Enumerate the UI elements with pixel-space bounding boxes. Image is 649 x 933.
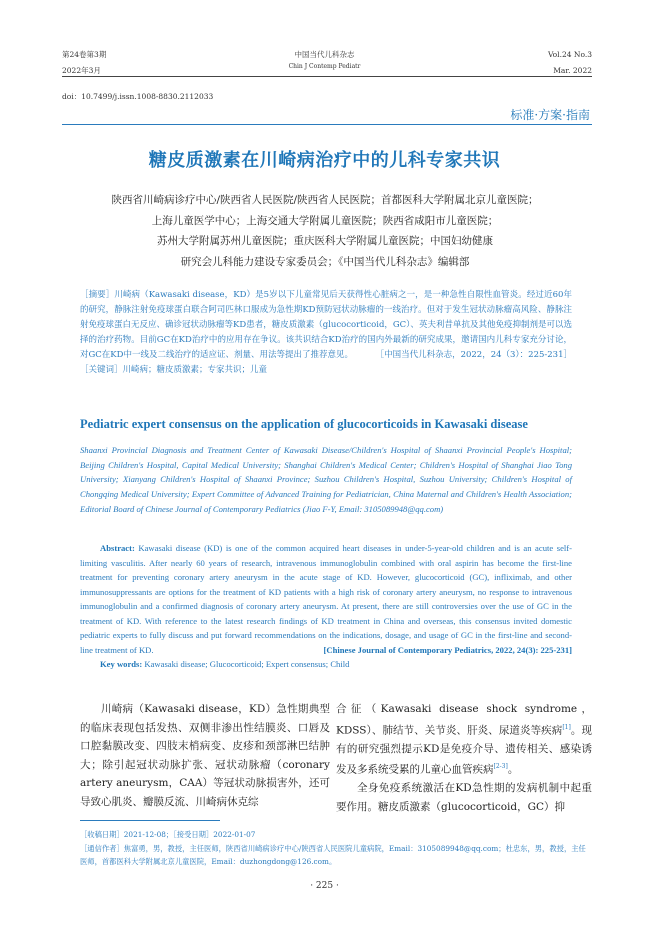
footnote-corresponding: ［通信作者］焦富勇，男，教授，主任医师，陕西省川崎病诊疗中心/陕西省人民医院儿童病院，Email：3105089948@qq.com；杜忠东，男，教授，主任医师，首都医科大学附属北京儿童医院，Email：duzhongdong@126.com。 <box>80 843 586 866</box>
keywords-cn-label: ［关键词］ <box>80 365 123 375</box>
english-title: Pediatric expert consensus on the application of glucocorticoids in Kawasaki disease <box>80 417 528 431</box>
journal-issue: 第24卷第3期 <box>62 50 107 59</box>
body-right-text: 。 <box>507 763 519 776</box>
abstract-cn-text: 川崎病（Kawasaki disease，KD）是5岁以下儿童常见后天获得性心脏病之一，是一种急性自限性血管炎。经过近60年的研究，静脉注射免疫球蛋白联合阿司匹林口服成为急性期KD预防冠状动脉瘤的一线治疗。但对于发生冠状动脉瘤高风险、静脉注射免疫球蛋白无反应、确诊冠状动脉瘤等KD患者，糖皮质激素（glucocorticoid，GC）、英夫利昔单抗及其他免疫抑制剂是可以选择的治疗药物。目前GC在KD治疗中的应用存在争议。该共识结合KD治疗的国内外最新的研究成果，邀请国内儿科专家充分讨论，对GC在KD中一线及二线治疗的适应证、剂量、用法等提出了推荐意见。 <box>80 290 572 360</box>
reference-marker: [1] <box>562 723 571 731</box>
english-keywords-label: Key words: <box>100 659 143 669</box>
author-line: 苏州大学附属苏州儿童医院；重庆医科大学附属儿童医院；中国妇幼健康 <box>157 235 493 247</box>
body-column-right <box>336 700 592 817</box>
section-label: 标准·方案·指南 <box>510 108 590 122</box>
footnote <box>80 828 592 869</box>
journal-date: 2022年3月 <box>62 66 101 75</box>
reference-marker: [2-3] <box>493 763 508 771</box>
english-citation: [Chinese Journal of Contemporary Pediatrics, 2022, 24(3): 225-231] <box>323 644 572 655</box>
body-right-text: 合征（Kawasaki disease shock syndrome，KDSS）、肺结节、关节炎、肝炎、尿道炎等疾病 <box>336 703 592 737</box>
doi: doi：10.7499/j.issn.1008-8830.2112033 <box>62 92 214 101</box>
author-list <box>80 190 570 272</box>
journal-name-cn: 中国当代儿科杂志 <box>294 50 355 59</box>
english-affiliations: Shaanxi Provincial Diagnosis and Treatment Center of Kawasaki Disease/Children's Hospital of Shaanxi Provincial People's Hospital; Beijing Children's Hospital, Capital Medical University; Shanghai Children's Medical Center; Children's Hospital of Shanghai Jiao Tong University; Xianyang Children's Hospital of Shaanxi Province; Suzhou Children's Hospital, Suzhou University; Children's Hospital of Chongqing Medical University; Expert Committee of Advanced Training for Pediatrician, China Maternal and Children's Health Association; Editorial Board of Chinese Journal of Contemporary Pediatrics (Jiao F-Y, Email: 3105089948@qq.com) <box>80 445 572 514</box>
english-abstract-text: Kawasaki disease (KD) is one of the common acquired heart diseases in under-5-year-old children and is an acute self-limiting vasculitis. After nearly 60 years of research, intravenous immunoglobulin combined with oral aspirin has become the first-line treatment for preventing coronary artery aneurysm in the acute stage of KD. However, glucocorticoid (GC), infliximab, and other immunosuppressants are options for the treatment of KD patients with a high risk of coronary artery aneurysm, no response to intravenous immunoglobulin and a confirmed diagnosis of coronary artery aneurysm. At present, there are still controversies over the use of GC in the treatment of KD. With reference to the latest research findings of KD treatment in China and overseas, this consensus invited domestic pediatric experts to fully discuss and put forward recommendations on the indications, dosage, and usage of GC in the first-line and second-line treatment of KD. <box>80 543 572 655</box>
footnote-dates: ［收稿日期］2021-12-08；［接受日期］2022-01-07 <box>80 830 256 839</box>
journal-month: Mar. 2022 <box>553 66 592 75</box>
footnote-rule <box>80 820 220 821</box>
body-column-left: 川崎病（Kawasaki disease，KD）急性期典型的临床表现包括发热、双侧非渗出性结膜炎、口唇及口腔黏膜改变、四肢末梢病变、皮疹和颈部淋巴结肿大；除引起冠状动脉扩张、冠状动脉瘤（coronary artery aneurysm，CAA）等冠状动脉损害外，还可导致心肌炎、瓣膜反流、川崎病休克综 <box>80 703 330 808</box>
journal-name-en: Chin J Contemp Pediatr <box>288 63 361 70</box>
author-line: 研究会儿科能力建设专家委员会；《中国当代儿科杂志》编辑部 <box>180 255 470 268</box>
abstract-cn-label: ［摘要］ <box>80 290 115 300</box>
body-right-text: 。现有的研究强烈提示KD是免疫介导、遗传相关、感染诱发及多系统受累的儿童心血管疾病 <box>336 724 593 776</box>
journal-volume: Vol.24 No.3 <box>547 50 592 59</box>
section-rule <box>62 124 592 125</box>
english-abstract-label: Abstract: <box>100 543 135 553</box>
english-keywords: Kawasaki disease; Glucocorticoid; Expert consensus; Child <box>144 659 350 669</box>
author-line: 陕西省川崎病诊疗中心/陕西省人民医院/陕西省人民医院；首都医科大学附属北京儿童医院； <box>111 194 539 206</box>
abstract-cn <box>80 288 572 378</box>
abstract-cn-citation: ［中国当代儿科杂志，2022，24（3）：225-231］ <box>375 350 572 360</box>
english-abstract <box>80 541 572 672</box>
body-right-paragraph: 全身免疫系统激活在KD急性期的发病机制中起重要作用。糖皮质激素（glucocorticoid，GC）抑 <box>336 782 592 813</box>
author-line: 上海儿童医学中心；上海交通大学附属儿童医院；陕西省咸阳市儿童医院； <box>151 214 499 227</box>
header-rule <box>62 76 592 77</box>
page-number: · 225 · <box>310 881 339 891</box>
keywords-cn: 川崎病；糖皮质激素；专家共识；儿童 <box>122 365 268 375</box>
article-title: 糖皮质激素在川崎病治疗中的儿科专家共识 <box>148 150 501 171</box>
